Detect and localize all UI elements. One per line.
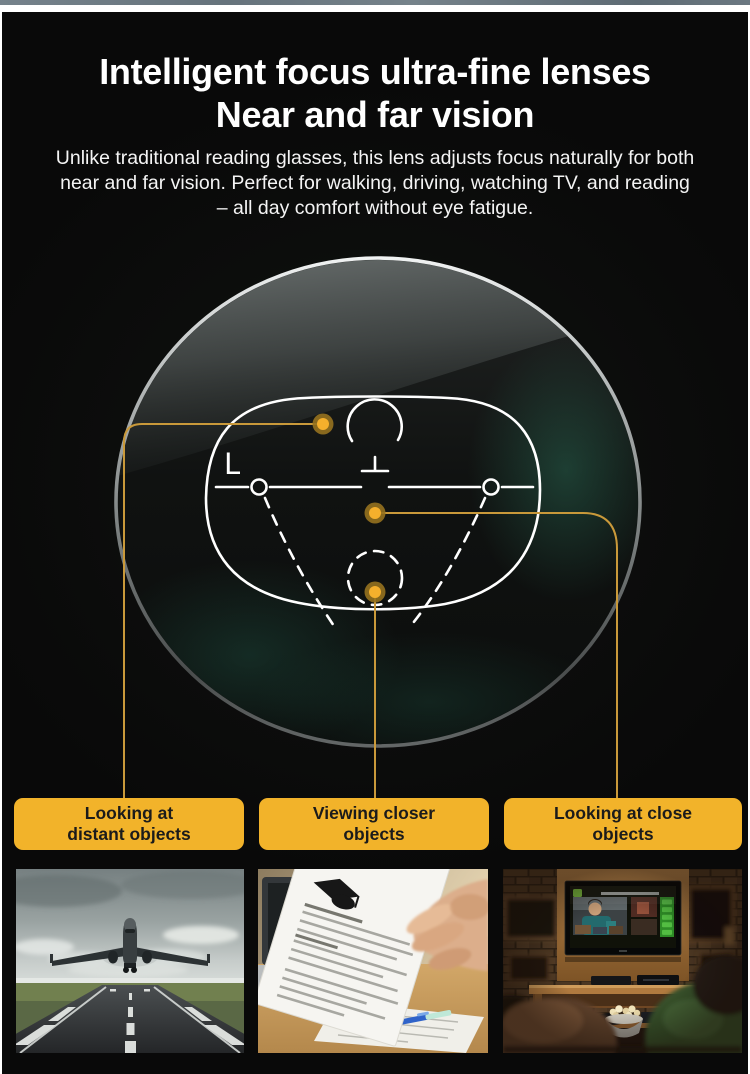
dark-panel bbox=[2, 12, 748, 1074]
engraving-L: L bbox=[224, 447, 241, 481]
zone-label-distant: Looking at distant objects bbox=[14, 798, 244, 850]
lens-diagram bbox=[0, 240, 750, 810]
distance-zone-marker-dot bbox=[313, 414, 334, 435]
title-line-2: Near and far vision bbox=[215, 94, 535, 135]
intermediate-zone-marker-dot bbox=[365, 503, 386, 524]
photo-airplane-runway bbox=[16, 869, 244, 1053]
page-title bbox=[0, 50, 750, 136]
page-subtitle: Unlike traditional reading glasses, this lens adjusts focus naturally for both near and far vision. Perfect for walking, driving, watching TV, and reading – all day comfort without eye fatigue. bbox=[55, 147, 695, 219]
title-line-1: Intelligent focus ultra-fine lenses bbox=[99, 51, 651, 92]
photo-reading-document bbox=[258, 869, 488, 1053]
near-zone-marker-dot bbox=[365, 582, 386, 603]
zone-label-closer: Viewing closer objects bbox=[259, 798, 489, 850]
zone-label-close: Looking at close objects bbox=[504, 798, 742, 850]
photo-watching-tv bbox=[503, 869, 742, 1053]
